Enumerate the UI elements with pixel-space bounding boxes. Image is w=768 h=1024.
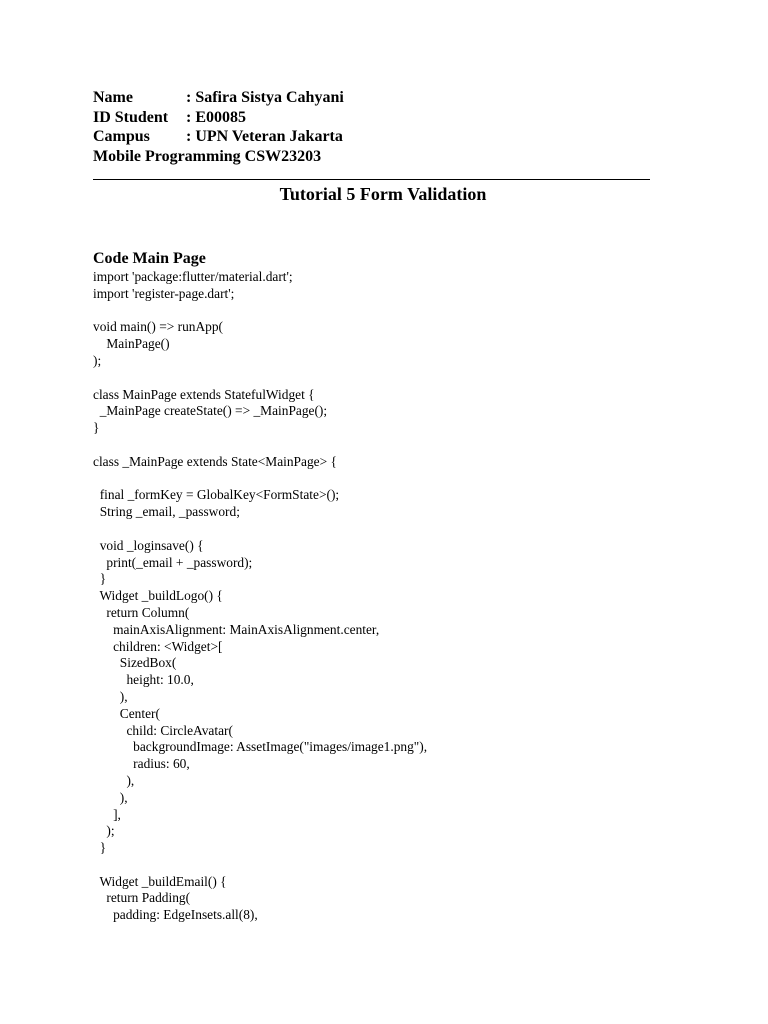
document-title: Tutorial 5 Form Validation — [279, 184, 487, 204]
id-student-row — [93, 108, 344, 128]
code-line: class _MainPage extends State<MainPage> { — [93, 453, 337, 469]
code-line — [93, 303, 427, 320]
code-line: ), — [93, 789, 128, 805]
code-line: void _loginsave() { — [93, 537, 204, 553]
code-line: padding: EdgeInsets.all(8), — [93, 907, 258, 923]
code-line: _MainPage createState() => _MainPage(); — [93, 403, 328, 419]
code-line: ); — [93, 352, 102, 368]
code-line: import 'package:flutter/material.dart'; — [93, 269, 293, 284]
name-label: Name — [93, 89, 133, 106]
id-student-label: ID Student — [93, 108, 169, 126]
header-divider — [93, 179, 650, 180]
code-line: void main() => runApp( — [93, 319, 224, 335]
code-line: ), — [93, 688, 128, 704]
code-line: SizedBox( — [93, 655, 177, 671]
code-line: backgroundImage: AssetImage("images/image1.png"), — [93, 739, 428, 755]
code-line: MainPage() — [93, 336, 170, 352]
course-row — [93, 147, 344, 167]
code-line: } — [93, 840, 107, 856]
name-row — [93, 88, 344, 108]
code-line — [93, 521, 427, 538]
code-line: children: <Widget>[ — [93, 638, 223, 654]
code-line: Widget _buildEmail() { — [93, 873, 227, 889]
code-line: ), — [93, 772, 135, 788]
campus-value: : UPN Veteran Jakarta — [186, 128, 343, 145]
campus-row — [93, 127, 344, 147]
code-line — [93, 857, 427, 874]
campus-label: Campus — [93, 128, 150, 145]
code-line — [93, 370, 427, 387]
code-line: Center( — [93, 705, 160, 721]
course-name: Mobile Programming CSW23203 — [93, 147, 322, 165]
code-line: ], — [93, 806, 121, 822]
id-student-value: : E00085 — [186, 108, 246, 126]
name-value: : Safira Sistya Cahyani — [186, 89, 344, 106]
code-line: class MainPage extends StatefulWidget { — [93, 386, 315, 402]
code-line: mainAxisAlignment: MainAxisAlignment.center, — [93, 621, 380, 637]
code-line: } — [93, 571, 107, 587]
code-line: ); — [93, 823, 115, 839]
code-line — [93, 437, 427, 454]
code-line — [93, 471, 427, 488]
code-line: final _formKey = GlobalKey<FormState>(); — [93, 487, 340, 503]
code-line: String _email, _password; — [93, 504, 240, 520]
code-line: return Column( — [93, 604, 190, 620]
code-line: print(_email + _password); — [93, 554, 253, 570]
section-heading: Code Main Page — [93, 250, 206, 267]
code-line: Widget _buildLogo() { — [93, 588, 223, 604]
code-line: return Padding( — [93, 890, 191, 906]
code-listing — [93, 269, 427, 924]
code-line: height: 10.0, — [93, 672, 194, 688]
code-line: radius: 60, — [93, 756, 190, 772]
code-line: } — [93, 420, 100, 436]
code-line: import 'register-page.dart'; — [93, 285, 235, 301]
code-line: child: CircleAvatar( — [93, 722, 233, 738]
student-info-block — [93, 88, 344, 166]
